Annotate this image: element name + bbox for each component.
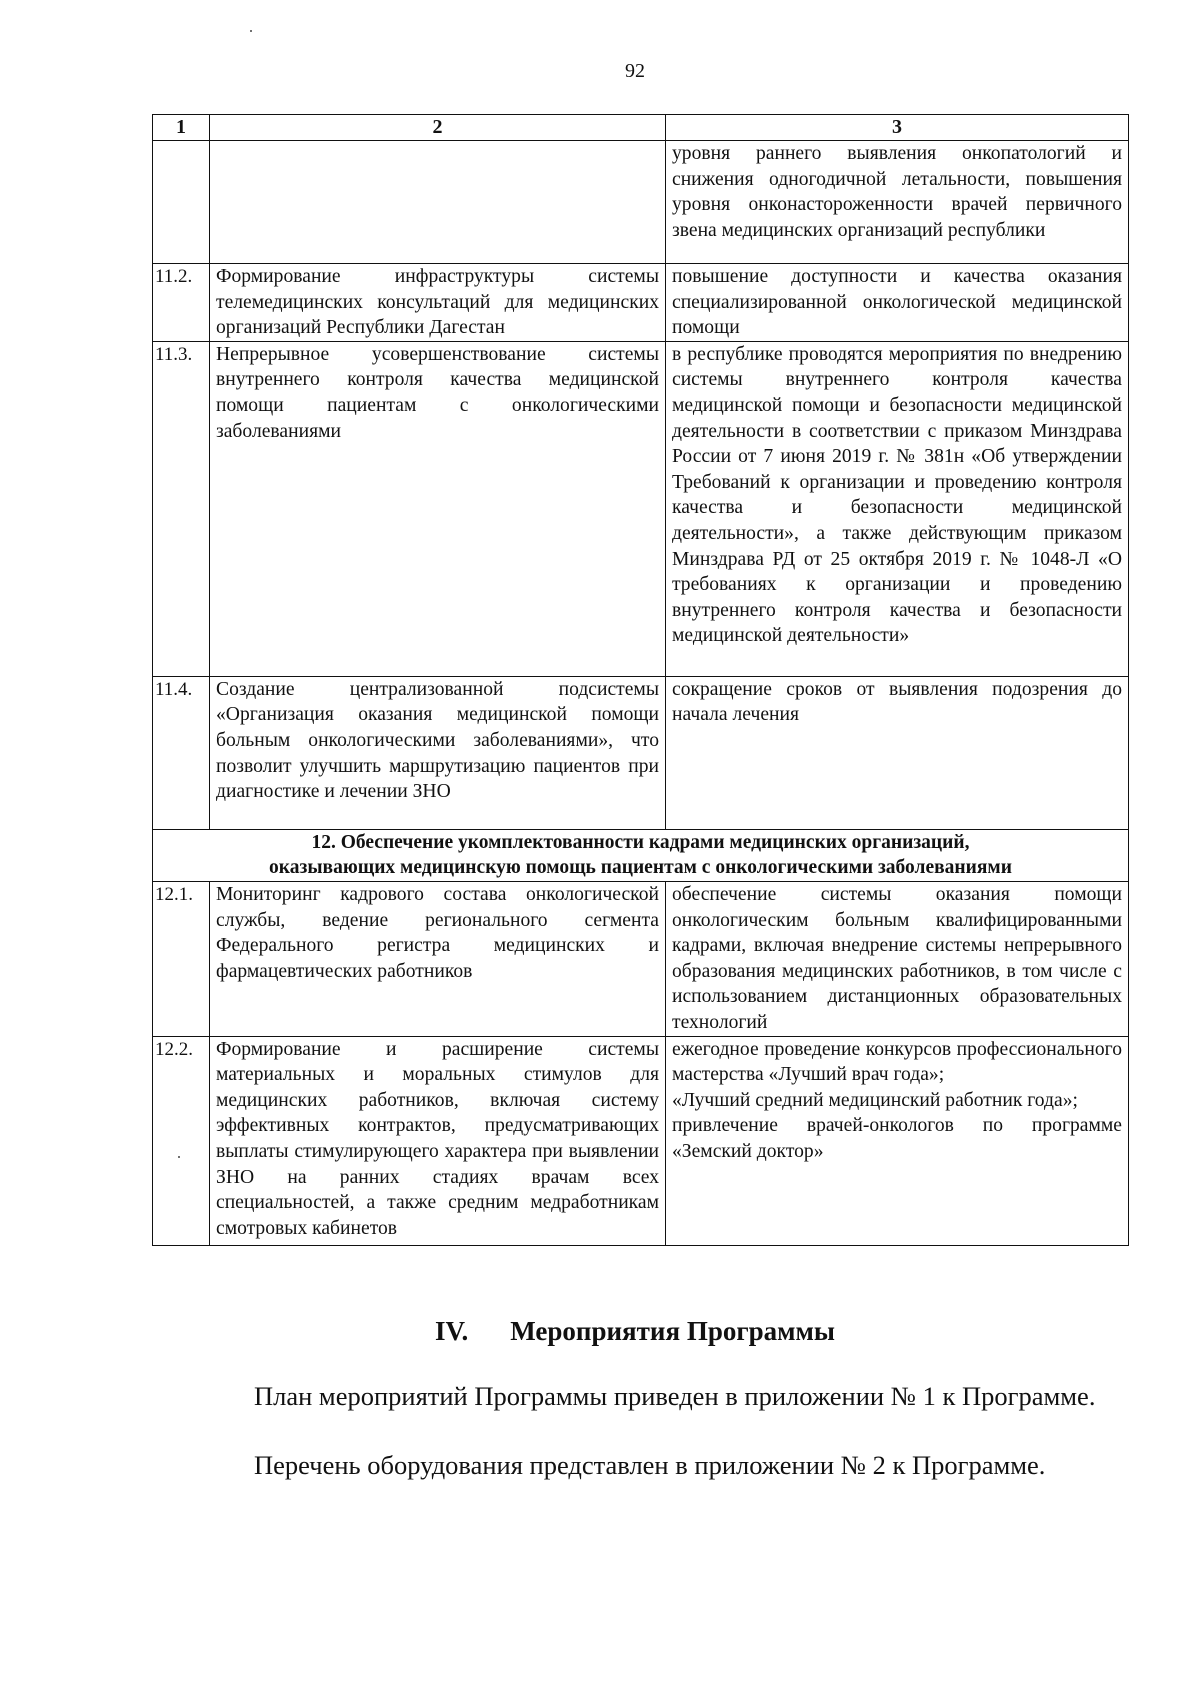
section-12-line-2: оказывающих медицинскую помощь пациентам с онкологическими заболеваниями bbox=[269, 857, 1012, 879]
column-header: 3 bbox=[666, 115, 1129, 141]
result-cell: в республике проводятся мероприятия по внедрению системы внутреннего контроля качества медицинской помощи и безопасности медицинской деятельности в соответствии с приказом Минздрава России от 7 июня 2019 г. № 381н «Об утверждении Требований к организации и проведению контроля качества и безопасности медицинской деятельности», а также действующим приказом Минздрава РД от 25 октября 2019 г. № 1048-Л «О требованиях к организации и проведению внутреннего контроля качества и безопасности медицинской деятельности» bbox=[666, 341, 1129, 676]
measures-table bbox=[152, 114, 1129, 1246]
measure-cell bbox=[210, 141, 666, 264]
measure-cell: Формирование и расширение системы материальных и моральных стимулов для медицинских работников, включая систему эффективных контрактов, предусматривающих выплаты стимулирующего характера при выявлении ЗНО на ранних стадиях врачам всех специальностей, а также средним медработникам смотровых кабинетов bbox=[210, 1036, 666, 1245]
page-number: 92 bbox=[625, 60, 645, 82]
table-row bbox=[153, 676, 1129, 829]
body-paragraph: План мероприятий Программы приведен в приложении № 1 к Программе. bbox=[254, 1381, 1096, 1411]
scan-speck bbox=[250, 30, 252, 32]
row-number bbox=[153, 141, 210, 264]
result-line: «Лучший средний медицинский работник года»; bbox=[672, 1089, 1078, 1111]
section-iv-number: IV. bbox=[435, 1316, 469, 1346]
section-row bbox=[153, 829, 1129, 881]
column-header: 2 bbox=[210, 115, 666, 141]
section-iv-heading bbox=[0, 1316, 1200, 1347]
table-header-row bbox=[153, 115, 1129, 141]
table-row bbox=[153, 1036, 1129, 1245]
column-header: 1 bbox=[153, 115, 210, 141]
result-line: привлечение врачей-онкологов по программе «Земский доктор» bbox=[672, 1115, 1122, 1162]
measure-cell: Создание централизованной подсистемы «Организация оказания медицинской помощи больным онкологическими заболеваниями», что позволит улучшить маршрутизацию пациентов при диагностике и лечении ЗНО bbox=[210, 676, 666, 829]
measure-cell: Мониторинг кадрового состава онкологической службы, ведение регионального сегмента Федерального регистра медицинских и фармацевтических работников bbox=[210, 881, 666, 1036]
table-row bbox=[153, 141, 1129, 264]
result-cell bbox=[666, 1036, 1129, 1245]
row-number: 12.1. bbox=[153, 881, 210, 1036]
table-row bbox=[153, 264, 1129, 342]
measure-cell: Непрерывное усовершенствование системы внутреннего контроля качества медицинской помощи пациентам с онкологическими заболеваниями bbox=[210, 341, 666, 676]
table-row bbox=[153, 341, 1129, 676]
result-cell: сокращение сроков от выявления подозрения до начала лечения bbox=[666, 676, 1129, 829]
row-number: 11.4. bbox=[153, 676, 210, 829]
section-12-line-1: 12. Обеспечение укомплектованности кадрами медицинских организаций, bbox=[311, 831, 970, 853]
result-cell: обеспечение системы оказания помощи онкологическим больным квалифицированными кадрами, включая внедрение системы непрерывного образования медицинских работников, в том числе с использованием дистанционных образовательных технологий bbox=[666, 881, 1129, 1036]
row-number: 11.2. bbox=[153, 264, 210, 342]
row-number: 12.2. bbox=[153, 1036, 210, 1245]
row-number: 11.3. bbox=[153, 341, 210, 676]
result-cell: уровня раннего выявления онкопатологий и снижения одногодичной летальности, повышения уровня онконастороженности врачей первичного звена медицинских организаций республики bbox=[666, 141, 1129, 264]
result-cell: повышение доступности и качества оказания специализированной онкологической медицинской помощи bbox=[666, 264, 1129, 342]
section-iv-title: Мероприятия Программы bbox=[510, 1316, 835, 1346]
result-line: ежегодное проведение конкурсов профессионального мастерства «Лучший врач года»; bbox=[672, 1038, 1122, 1086]
body-paragraph: Перечень оборудования представлен в приложении № 2 к Программе. bbox=[254, 1450, 1046, 1480]
measure-cell: Формирование инфраструктуры системы телемедицинских консультаций для медицинских организаций Республики Дагестан bbox=[210, 264, 666, 342]
section-12-heading bbox=[153, 829, 1129, 881]
table-row bbox=[153, 881, 1129, 1036]
